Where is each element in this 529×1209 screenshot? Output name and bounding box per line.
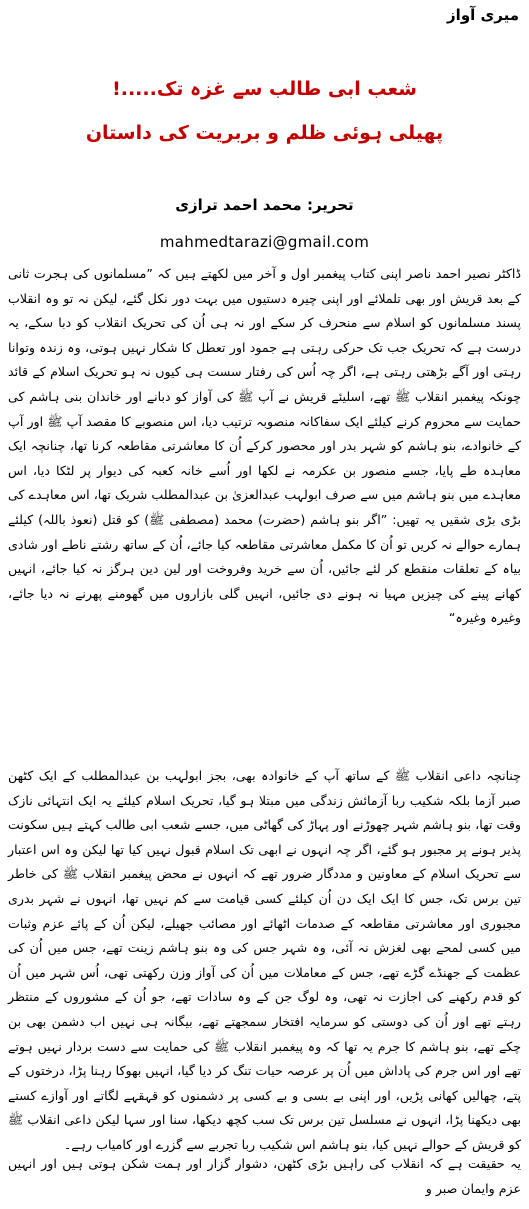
paragraph-2: چنانچہ داعی انقلاب ﷺ کے ساتھ آپ کے خانوادہ بھی، بجز ابولہب بن عبدالمطلب کے ایک کٹھن صبر آزما بلکہ شکیب ربا آزمائش زندگی میں مبتلا ہو گیا، تحریک اسلام کیلئے یہ ایک انتہائی نازک وقت تھا، بنو ہاشم شہر چھوڑنے اور پہاڑ کی گھاٹی میں، جسے شعب ابی طالب کہتے ہیں سکونت پذیر ہونے پر مجبور ہو گئے، اگر چہ انہوں نے ابھی تک اسلام قبول نہیں کیا تھا لیکن وہ اس اعتبار سے تحریک اسلام کے معاونین و مددگار ضرور تھے کہ انہوں نے محض پیغمبر انقلاب ﷺ کی خاطر تین برس تک، جس کا ایک ایک دن اُن کیلئے کسی قیامت سے کم نہیں تھا، انہوں نے شہر بدری مجبوری اور معاشرتی مقاطعہ کے صدمات اٹھائے اور مصائب جھیلے، لیکن اُن کے پائے عزم وثبات میں کسی لمحے بھی لغزش نہ آئی، وہ شہر جس کی وہ بنو ہاشم زینت تھے، جس میں اُن کی عظمت کے جھنڈے گڑے تھے، جس کے معاملات میں اُن کی آواز وزن رکھتی تھی، اُس شہر میں اُن کو قدم رکھنے کی اجازت نہ تھی، وہ لوگ جن کے وہ سادات تھے، جو اُن کے مشوروں کے منتظر رہتے تھے اور اُن کی دوستی کو سرمایہ افتخار سمجھتے تھے، بیگانہ ہی نہیں اب دشمن بھی بن چکے تھے، بنو ہاشم کا جرم یہ تھا کہ وہ پیغمبر انقلاب ﷺ کی حمایت سے دست بردار نہیں ہوتے تھے اور اس جرم کی پاداش میں اُن پر عرصہ حیات تنگ کر دیا گیا، انہیں بھوکا رہنا پڑا، درختوں کے پتے، چھالیں کھانی پڑیں، اور اپنی بے بسی و بے کسی پر دشمنوں کو قہقہے لگاتے اور آوازے کستے بھی دیکھنا پڑا، انہوں نے مسلسل تین برس تک سب کچھ دیکھا، سنا اور سہا لیکن داعی انقلاب ﷺ کو قریش کے حوالے نہیں کیا، بنو ہاشم اس شکیب ربا تجربے سے گزرے اور کامیاب رہے۔ — [8, 768, 521, 1152]
article-title: شعب ابی طالب سے غزہ تک.....! — [112, 78, 417, 100]
section-label: میری آواز — [447, 6, 519, 24]
article-subtitle: پھیلی ہوئی ظلم و بربریت کی داستان — [85, 122, 444, 144]
author-email: mahmedtarazi@gmail.com — [159, 233, 370, 251]
author-byline: تحریر: محمد احمد ترازی — [175, 196, 354, 214]
paragraph-1: ڈاکٹر نصیر احمد ناصر اپنی کتاب پیغمبر اول و آخر میں لکھتے ہیں کہ ”مسلمانوں کی ہجرت ثانی کے بعد قریش اور بھی تلملائے اور اپنی چیرہ دستیوں میں بہت دور نکل گئے، لیکن نہ تو وہ انقلاب پسند مسلمانوں کو اسلام سے منحرف کر سکے اور نہ ہی اُن کی تحریک انقلاب کو دبا سکے، یہ درست ہے کہ تحریک جب تک حرکی رہتی ہے جمود اور تعطل کا شکار نہیں ہوتی، وہ زندہ وتوانا رہتی اور آگے بڑھتی رہتی ہے، اگر چہ اُس کی رفتار سست ہی کیوں نہ ہو تحریک اسلام کے قائد چونکہ پیغمبر انقلاب ﷺ تھے، اسلیئے قریش نے آپ ﷺ کی آواز کو دبانے اور خاندان بنی ہاشم کی حمایت سے محروم کرنے کیلئے ایک سفاکانہ منصوبہ ترتیب دیا، اس منصوبے کا مقصد آپ ﷺ اور آپ کے خانوادے، بنو ہاشم کو شہر بدر اور محصور کرکے اُن کا معاشرتی مقاطعہ کرنا تھا، چنانچہ ایک معاہدہ طے پایا، جسے منصور بن عکرمہ نے لکھا اور اُسے خانہ کعبہ کی دیوار پر لٹکا دیا، اس معاہدے میں بنو ہاشم میں سے صرف ابولہب عبدالعزیٰ بن عبدالمطلب شریک تھا، اس معاہدے کی بڑی بڑی شقیں یہ تھیں: ”اگر بنو ہاشم (حضرت) محمد (مصطفی ﷺ) کو قتل (نعوذ باللہ) کیلئے ہمارے حوالے نہ کریں تو اُن کا مکمل معاشرتی مقاطعہ کیا جائے، اُن کے ساتھ رشتے ناطے اور شادی بیاہ کے تعلقات منقطع کر لئے جائیں، اُن سے خرید وفروخت اور لین دین ہرگز نہ کیا جائے، انہیں کھانے پینے کی چیزیں مہیا نہ ہونے دی جائیں، انہیں گلی بازاروں میں گھومنے پھرنے نہ دیا جائے، وغیرہ وغیرہ“ — [8, 266, 521, 626]
paragraph-3: یہ حقیقت ہے کہ انقلاب کی راہیں بڑی کٹھن، دشوار گزار اور ہمت شکن ہوتی ہیں اور انہیں عزم وایمان صبر و — [8, 1156, 521, 1196]
